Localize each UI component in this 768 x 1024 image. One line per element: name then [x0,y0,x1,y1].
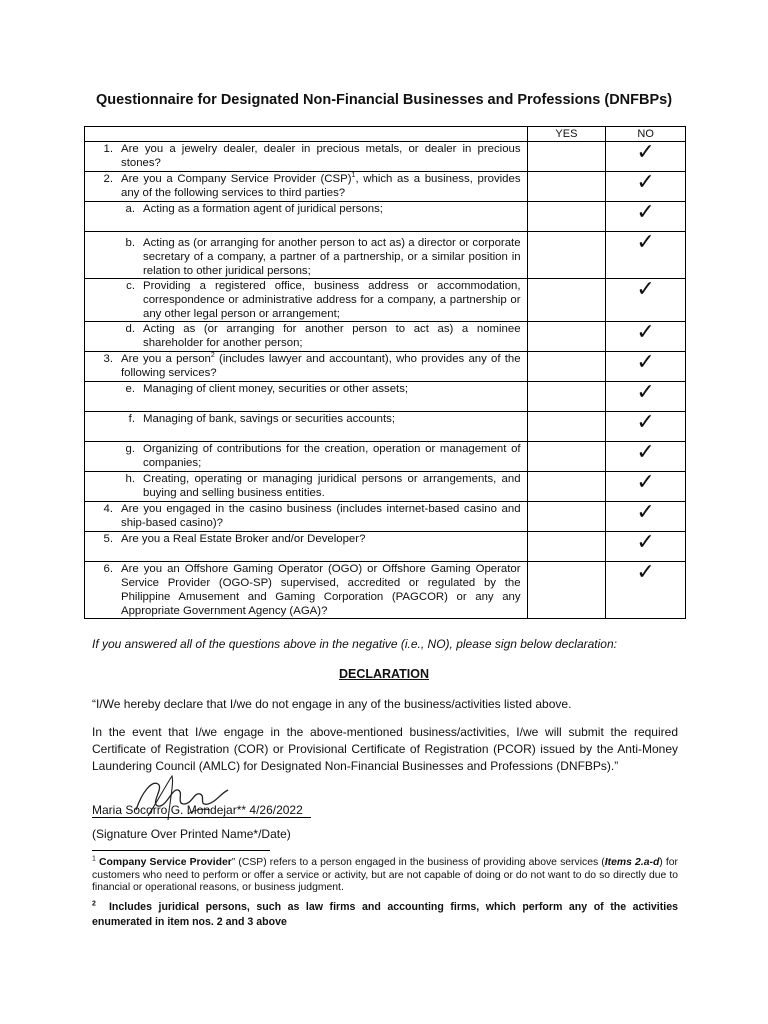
footnote-1-items: Items 2.a-d [604,857,660,868]
no-answer-cell[interactable] [606,412,686,442]
question-text: Are you engaged in the casino business (includes internet-based casino and ship-based casino)? [121,503,521,529]
yes-answer-cell[interactable] [527,279,606,322]
sub-question-row [85,232,686,279]
checkmark-icon: ✓ [636,140,655,165]
question-row [85,502,686,532]
footnote-ref: 1 [351,172,356,180]
checkmark-icon: ✓ [636,277,655,302]
signatory-name-date: Maria Socorro G. Mondejar** 4/26/2022 [92,803,311,818]
no-answer-cell[interactable] [606,562,686,619]
yes-column-header: YES [527,127,606,142]
checkmark-icon: ✓ [636,230,655,255]
footnote-ref: 2 [210,352,215,360]
questionnaire-table [84,126,686,619]
question-text: Managing of bank, savings or securities accounts; [143,413,395,425]
yes-answer-cell[interactable] [527,532,606,562]
yes-answer-cell[interactable] [527,142,606,172]
sub-question-letter: h. [125,473,135,485]
checkmark-icon: ✓ [636,350,655,375]
declaration-paragraph-1: “I/We hereby declare that I/we do not engage in any of the business/activities listed above. [92,697,572,711]
sub-question-letter: d. [125,323,135,335]
sub-question-row [85,279,686,322]
yes-answer-cell[interactable] [527,172,606,202]
checkmark-icon: ✓ [636,200,655,225]
no-answer-cell[interactable] [606,142,686,172]
sub-question-row [85,382,686,412]
footnote-divider [92,850,270,851]
question-text: Are you a Real Estate Broker and/or Developer? [121,533,366,545]
checkmark-icon: ✓ [636,380,655,405]
checkmark-icon: ✓ [636,470,655,495]
yes-answer-cell[interactable] [527,562,606,619]
declaration-paragraph-2: In the event that I/we engage in the above-mentioned business/activities, I/we will submit the required Certificate of Registration (COR) or Provisional Certificate of Registration (PCOR) issued by the Anti-Money Laundering Council (AMLC) for Designated Non-Financial Businesses and Professions (DNFBPs).” [92,725,678,773]
no-answer-cell[interactable] [606,472,686,502]
instruction-text: If you answered all of the questions above in the negative (i.e., NO), please sign below declaration: [92,637,617,651]
question-text: Organizing of contributions for the creation, operation or management of companies; [143,443,521,469]
yes-answer-cell[interactable] [527,352,606,382]
checkmark-icon: ✓ [636,170,655,195]
question-row [85,562,686,619]
no-answer-cell[interactable] [606,279,686,322]
sub-question-letter: g. [125,443,135,455]
question-number: 6. [103,563,113,575]
question-row [85,352,686,382]
question-text: Are you a person$^2$ (includes lawyer and accountant), who provides any of the following services? [121,352,521,379]
yes-answer-cell[interactable] [527,202,606,232]
sub-question-row [85,202,686,232]
question-header-cell [85,127,528,142]
question-text: Are you a jewelry dealer, dealer in precious metals, or dealer in precious stones? [121,143,521,169]
question-row [85,172,686,202]
sub-question-row [85,442,686,472]
question-text: Creating, operating or managing juridical persons or arrangements, and buying and selling business entities. [143,473,521,499]
sub-question-row [85,472,686,502]
no-answer-cell[interactable] [606,322,686,352]
question-text: Acting as a formation agent of juridical persons; [143,203,383,215]
question-number: 3. [103,353,113,365]
question-text: Providing a registered office, business address or accommodation, correspondence or administrative address for a company, a partnership or any other legal person or arrangement; [143,280,521,320]
question-text: Are you an Offshore Gaming Operator (OGO) or Offshore Gaming Operator Service Provider (OGO-SP) supervised, accredited or regulated by the Philippine Amusement and Gaming Corporation (PAGCOR) or any any Appropriate Government Agency (AGA)? [121,563,521,617]
checkmark-icon: ✓ [636,440,655,465]
sub-question-letter: f. [128,413,135,425]
question-number: 4. [103,503,113,515]
yes-answer-cell[interactable] [527,502,606,532]
no-answer-cell[interactable] [606,532,686,562]
yes-answer-cell[interactable] [527,232,606,279]
checkmark-icon: ✓ [636,410,655,435]
question-text: Are you a Company Service Provider (CSP)$^1$, which as a business, provides any of the following services to third parties? [121,172,521,199]
yes-answer-cell[interactable] [527,472,606,502]
sub-question-letter: e. [125,383,135,395]
footnote-1-term: Company Service Provider [99,857,232,868]
checkmark-icon: ✓ [636,500,655,525]
question-number: 5. [103,533,113,545]
no-answer-cell[interactable] [606,382,686,412]
sub-question-letter: b. [125,237,135,249]
no-answer-cell[interactable] [606,172,686,202]
yes-answer-cell[interactable] [527,382,606,412]
checkmark-icon: ✓ [636,560,655,585]
yes-answer-cell[interactable] [527,412,606,442]
question-text: Acting as (or arranging for another person to act as) a director or corporate secretary of a company, a partner of a partnership, or a similar position in relation to other juridical persons; [143,237,521,277]
footnote-1: $^1$ Company Service Provider” (CSP) refers to a person engaged in the business of providing above services (Items 2.a-d) for customers who need to perform or offer a service or activity, but are not capable of doing or do not want to do so directly due to financial or operational reasons, or business judgment. [92,855,679,894]
signature-caption: (Signature Over Printed Name*/Date) [92,827,291,841]
yes-answer-cell[interactable] [527,442,606,472]
checkmark-icon: ✓ [636,530,655,555]
footnote-2: $^2$ Includes juridical persons, such as law firms and accounting firms, which perform any of the activities enumerated in item nos. 2 and 3 above [92,900,678,928]
checkmark-icon: ✓ [636,320,655,345]
no-answer-cell[interactable] [606,352,686,382]
no-column-header: NO [606,127,686,142]
no-answer-cell[interactable] [606,502,686,532]
sub-question-row [85,322,686,352]
document-title: Questionnaire for Designated Non-Financial Businesses and Professions (DNFBPs) [95,92,673,108]
footnote-1-mark: 1 [92,855,96,863]
table-header-row [85,127,686,142]
declaration-heading: DECLARATION [338,667,430,681]
question-text: Managing of client money, securities or other assets; [143,383,409,395]
footnote-2-mark: 2 [92,900,96,908]
no-answer-cell[interactable] [606,442,686,472]
sub-question-row [85,412,686,442]
sub-question-letter: a. [125,203,135,215]
no-answer-cell[interactable] [606,202,686,232]
no-answer-cell[interactable] [606,232,686,279]
question-number: 1. [103,143,113,155]
sub-question-letter: c. [126,280,135,292]
question-number: 2. [103,173,113,185]
question-row [85,532,686,562]
question-text: Acting as (or arranging for another person to act as) a nominee shareholder for another person; [143,323,521,349]
yes-answer-cell[interactable] [527,322,606,352]
question-row [85,142,686,172]
